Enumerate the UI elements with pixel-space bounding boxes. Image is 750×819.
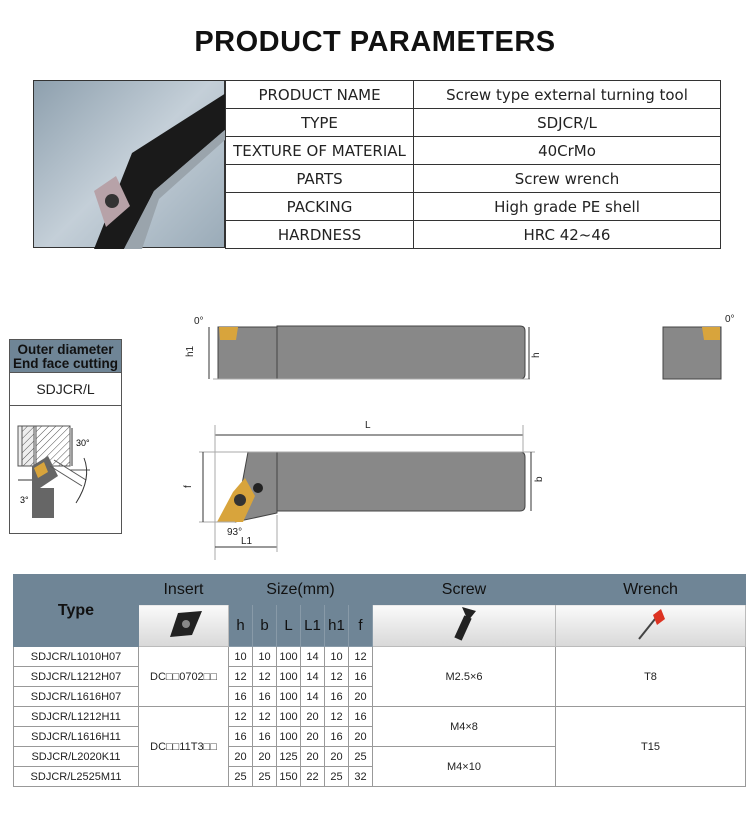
screw-header: Screw (373, 575, 556, 605)
size-h1-cell: 16 (325, 687, 349, 707)
product-photo (33, 80, 225, 248)
type-header: Type (14, 575, 139, 647)
size-b-cell: 10 (253, 647, 277, 667)
type-cell: SDJCR/L1212H07 (14, 667, 139, 687)
table-row (14, 647, 746, 667)
type-cell: SDJCR/L2020K11 (14, 747, 139, 767)
screw-cell: M2.5×6 (373, 647, 556, 707)
size-h1-cell: 12 (325, 667, 349, 687)
size-f-cell: 25 (349, 747, 373, 767)
param-row (226, 109, 721, 137)
size-col-b: b (253, 605, 277, 647)
param-label: PACKING (226, 193, 414, 221)
size-h-cell: 16 (229, 687, 253, 707)
size-h-cell: 10 (229, 647, 253, 667)
param-value: Screw type external turning tool (414, 81, 721, 109)
application-heading: Outer diameter End face cutting (10, 340, 121, 373)
wrench-header: Wrench (556, 575, 746, 605)
size-f-cell: 32 (349, 767, 373, 787)
size-L-cell: 150 (277, 767, 301, 787)
param-label: TYPE (226, 109, 414, 137)
angle-30-label: 30° (76, 438, 90, 448)
size-h-cell: 16 (229, 727, 253, 747)
size-h1-cell: 25 (325, 767, 349, 787)
size-L1-cell: 20 (301, 707, 325, 727)
size-L-cell: 100 (277, 707, 301, 727)
param-label: PRODUCT NAME (226, 81, 414, 109)
size-L-cell: 100 (277, 687, 301, 707)
end-rake-angle-label: 0° (725, 314, 735, 325)
insert-header: Insert (139, 575, 229, 605)
wrench-cell: T15 (556, 707, 746, 787)
size-header: Size(mm) (229, 575, 373, 605)
screw-cell: M4×10 (373, 747, 556, 787)
size-h-cell: 25 (229, 767, 253, 787)
insert-image (139, 605, 229, 647)
f-dimension-label: f (183, 485, 194, 488)
size-b-cell: 12 (253, 667, 277, 687)
turning-tool-photo (34, 81, 226, 249)
screw-icon (444, 605, 484, 643)
size-col-h: h (229, 605, 253, 647)
page-title: PRODUCT PARAMETERS (194, 26, 556, 58)
wrench-icon (631, 605, 671, 643)
size-h-cell: 12 (229, 707, 253, 727)
b-dimension-label: b (534, 476, 545, 482)
angle-3-label: 3° (20, 495, 29, 505)
size-L-cell: 100 (277, 667, 301, 687)
param-value: Screw wrench (414, 165, 721, 193)
size-h1-cell: 10 (325, 647, 349, 667)
wrench-cell: T8 (556, 647, 746, 707)
size-L1-cell: 20 (301, 727, 325, 747)
insert-cell: DC□□11T3□□ (139, 707, 229, 787)
size-b-cell: 16 (253, 687, 277, 707)
size-b-cell: 16 (253, 727, 277, 747)
size-f-cell: 16 (349, 707, 373, 727)
param-row (226, 221, 721, 249)
param-value: 40CrMo (414, 137, 721, 165)
size-f-cell: 12 (349, 647, 373, 667)
size-f-cell: 16 (349, 667, 373, 687)
size-h1-cell: 12 (325, 707, 349, 727)
size-L1-cell: 14 (301, 687, 325, 707)
screw-image (373, 605, 556, 647)
param-label: HARDNESS (226, 221, 414, 249)
size-L-cell: 100 (277, 727, 301, 747)
size-col-f: f (349, 605, 373, 647)
insert-cell: DC□□0702□□ (139, 647, 229, 707)
size-L1-cell: 14 (301, 667, 325, 687)
lead-angle-label: 93° (227, 527, 243, 538)
param-row (226, 193, 721, 221)
product-parameters-table (225, 80, 721, 249)
insert-icon (164, 609, 204, 639)
size-L-cell: 100 (277, 647, 301, 667)
param-label: PARTS (226, 165, 414, 193)
size-f-cell: 20 (349, 687, 373, 707)
application-card (9, 339, 122, 534)
dimension-drawing (185, 300, 745, 570)
size-b-cell: 12 (253, 707, 277, 727)
size-col-L1: L1 (301, 605, 325, 647)
type-cell: SDJCR/L1616H07 (14, 687, 139, 707)
param-label: TEXTURE OF MATERIAL (226, 137, 414, 165)
cutting-diagram (10, 408, 121, 534)
size-L1-cell: 20 (301, 747, 325, 767)
screw-cell: M4×8 (373, 707, 556, 747)
size-L-cell: 125 (277, 747, 301, 767)
size-col-h1: h1 (325, 605, 349, 647)
table-row (14, 707, 746, 727)
param-value: High grade PE shell (414, 193, 721, 221)
type-cell: SDJCR/L1212H11 (14, 707, 139, 727)
size-L1-cell: 14 (301, 647, 325, 667)
size-h1-cell: 20 (325, 747, 349, 767)
wrench-image (556, 605, 746, 647)
param-row (226, 165, 721, 193)
type-cell: SDJCR/L1616H11 (14, 727, 139, 747)
type-cell: SDJCR/L2525M11 (14, 767, 139, 787)
size-h-cell: 12 (229, 667, 253, 687)
param-row (226, 137, 721, 165)
size-col-L: L (277, 605, 301, 647)
size-h1-cell: 16 (325, 727, 349, 747)
param-row (226, 81, 721, 109)
type-cell: SDJCR/L1010H07 (14, 647, 139, 667)
size-b-cell: 25 (253, 767, 277, 787)
application-type: SDJCR/L (10, 373, 121, 406)
size-L1-cell: 22 (301, 767, 325, 787)
L1-dimension-label: L1 (241, 536, 253, 547)
rake-angle-label: 0° (194, 316, 204, 327)
specification-table (13, 574, 746, 787)
size-h-cell: 20 (229, 747, 253, 767)
L-dimension-label: L (365, 420, 371, 431)
h-dimension-label: h (531, 352, 542, 358)
param-value: SDJCR/L (414, 109, 721, 137)
param-value: HRC 42~46 (414, 221, 721, 249)
size-b-cell: 20 (253, 747, 277, 767)
size-f-cell: 20 (349, 727, 373, 747)
h1-dimension-label: h1 (185, 345, 196, 357)
